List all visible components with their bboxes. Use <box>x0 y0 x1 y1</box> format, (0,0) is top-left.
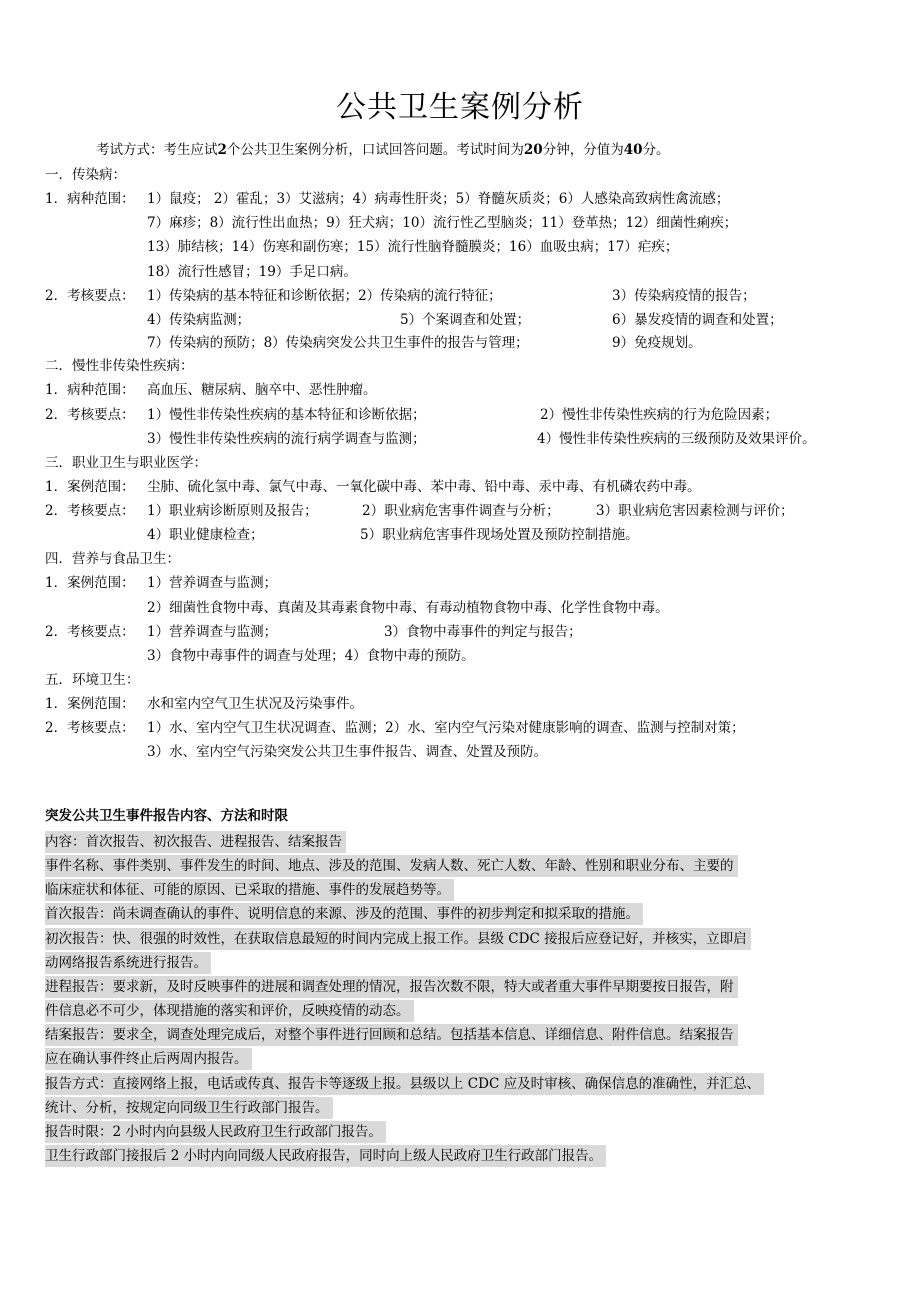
s5-scope: 水和室内空气卫生状况及污染事件。 <box>147 696 363 712</box>
s1-point: 7）传染病的预防；8）传染病突发公共卫生事件的报告与管理； <box>147 335 529 351</box>
report-line: 内容：首次报告、初次报告、进程报告、结案报告 <box>45 831 346 853</box>
report-line: 报告时限：2 小时内向县级人民政府卫生行政部门报告。 <box>45 1121 386 1143</box>
s5-scope-label: 1．案例范围： <box>45 696 135 712</box>
s2-points-label: 2．考核要点： <box>45 407 135 423</box>
section-heading-chronic: 二．慢性非传染性疾病： <box>45 358 194 374</box>
report-line: 初次报告：快、很强的时效性，在获取信息最短的时间内完成上报工作。县级 CDC 接报后应登记好，并核实，立即启 <box>45 928 751 950</box>
s4-scope-label: 1．案例范围： <box>45 575 135 591</box>
s4-point: 3）食物中毒事件的判定与报告； <box>384 624 582 640</box>
s1-scope-line: 7）麻疹；8）流行性出血热；9）狂犬病；10）流行性乙型脑炎；11）登革热；12）细菌性痢疾； <box>147 215 738 231</box>
s1-point: 6）暴发疫情的调查和处置； <box>612 312 783 328</box>
s3-point: 1）职业病诊断原则及报告； <box>147 503 318 519</box>
s3-points-label: 2．考核要点： <box>45 503 135 519</box>
report-line: 动网络报告系统进行报告。 <box>45 952 211 974</box>
report-line: 临床症状和体征、可能的原因、已采取的措施、事件的发展趋势等。 <box>45 879 454 901</box>
s4-points-label: 2．考核要点： <box>45 624 135 640</box>
report-line: 卫生行政部门接报后 2 小时内向同级人民政府报告，同时向上级人民政府卫生行政部门报告。 <box>45 1145 606 1167</box>
s3-point: 3）职业病危害因素检测与评价； <box>596 503 794 519</box>
s1-scope-line: 1）鼠疫； 2）霍乱；3）艾滋病；4）病毒性肝炎；5）脊髓灰质炎；6）人感染高致病性禽流感； <box>147 191 730 207</box>
report-line: 结案报告：要求全，调查处理完成后，对整个事件进行回顾和总结。包括基本信息、详细信息、附件信息。结案报告 <box>45 1024 738 1046</box>
exam-format-line: 考试方式：考生应试2个公共卫生案例分析，口试回答问题。考试时间为20分钟，分值为40分。 <box>96 142 670 158</box>
s1-point: 1）传染病的基本特征和诊断依据；2）传染病的流行特征； <box>147 288 502 304</box>
report-section-heading: 突发公共卫生事件报告内容、方法和时限 <box>45 808 288 824</box>
section-heading-occupational: 三．职业卫生与职业医学： <box>45 455 207 471</box>
s1-points-label: 2．考核要点： <box>45 288 135 304</box>
s2-point: 2）慢性非传染性疾病的行为危险因素； <box>540 407 779 423</box>
report-line: 首次报告：尚未调查确认的事件、说明信息的来源、涉及的范围、事件的初步判定和拟采取的措施。 <box>45 903 643 925</box>
s1-scope-line: 18）流行性感冒；19）手足口病。 <box>147 264 357 280</box>
s5-points-label: 2．考核要点： <box>45 720 135 736</box>
s4-scope: 2）细菌性食物中毒、真菌及其毒素食物中毒、有毒动植物食物中毒、化学性食物中毒。 <box>147 600 669 616</box>
s2-point: 1）慢性非传染性疾病的基本特征和诊断依据； <box>147 407 426 423</box>
s5-point: 1）水、室内空气卫生状况调查、监测；2）水、室内空气污染对健康影响的调查、监测与控制对策； <box>147 720 745 736</box>
s1-point: 3）传染病疫情的报告； <box>612 288 756 304</box>
document-title: 公共卫生案例分析 <box>336 90 584 125</box>
s1-scope-label: 1．病种范围： <box>45 191 135 207</box>
s4-point: 3）食物中毒事件的调查与处理；4）食物中毒的预防。 <box>147 648 475 664</box>
s2-scope-label: 1．病种范围： <box>45 382 135 398</box>
s1-scope-line: 13）肺结核；14）伤寒和副伤寒；15）流行性脑脊髓膜炎；16）血吸虫病；17）疟疾； <box>147 239 679 255</box>
report-line: 报告方式：直接网络上报，电话或传真、报告卡等逐级上报。县级以上 CDC 应及时审核、确保信息的准确性，并汇总、 <box>45 1073 764 1095</box>
s1-point: 5）个案调查和处置； <box>400 312 531 328</box>
s2-point: 4）慢性非传染性疾病的三级预防及效果评价。 <box>537 431 816 447</box>
s5-point: 3）水、室内空气污染突发公共卫生事件报告、调查、处置及预防。 <box>147 744 548 760</box>
s3-point: 2）职业病危害事件调查与分析； <box>362 503 560 519</box>
s3-scope: 尘肺、硫化氢中毒、氯气中毒、一氧化碳中毒、苯中毒、铅中毒、汞中毒、有机磷农药中毒。 <box>147 479 701 495</box>
section-heading-nutrition: 四．营养与食品卫生： <box>45 551 180 567</box>
report-line: 件信息必不可少，体现措施的落实和评价，反映疫情的动态。 <box>45 1000 414 1022</box>
s4-scope: 1）营养调查与监测； <box>147 575 278 591</box>
section-heading-environment: 五．环境卫生： <box>45 672 140 688</box>
report-line: 进程报告：要求新，及时反映事件的进展和调查处理的情况，报告次数不限，特大或者重大事件早期要按日报告，附 <box>45 976 738 998</box>
s3-point: 5）职业病危害事件现场处置及预防控制措施。 <box>360 527 639 543</box>
s2-scope: 高血压、糖尿病、脑卒中、恶性肿瘤。 <box>147 382 377 398</box>
s3-scope-label: 1．案例范围： <box>45 479 135 495</box>
s1-point: 9）免疫规划。 <box>612 335 702 351</box>
s1-point: 4）传染病监测； <box>147 312 251 328</box>
s4-point: 1）营养调查与监测； <box>147 624 278 640</box>
report-line: 事件名称、事件类别、事件发生的时间、地点、涉及的范围、发病人数、死亡人数、年龄、性别和职业分布、主要的 <box>45 855 738 877</box>
s2-point: 3）慢性非传染性疾病的流行病学调查与监测； <box>147 431 426 447</box>
s3-point: 4）职业健康检查； <box>147 527 264 543</box>
report-line: 统计、分析，按规定向同级卫生行政部门报告。 <box>45 1097 333 1119</box>
section-heading-infectious: 一．传染病： <box>45 167 126 183</box>
report-line: 应在确认事件终止后两周内报告。 <box>45 1048 252 1070</box>
